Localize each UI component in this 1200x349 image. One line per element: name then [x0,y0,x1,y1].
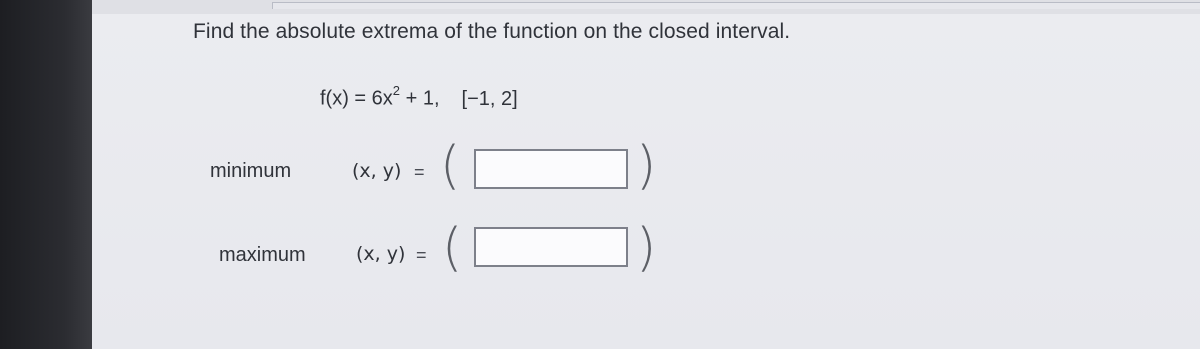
function-rhs: + 1, [400,87,440,110]
minimum-close-paren: ) [636,136,657,196]
top-strip [92,0,1200,14]
maximum-close-paren: ) [636,218,657,278]
maximum-answer-input[interactable] [476,229,626,265]
maximum-answer-box[interactable] [474,227,628,267]
minimum-answer-input[interactable] [476,151,626,187]
maximum-equals: = [416,245,427,265]
minimum-open-paren: ( [440,136,461,196]
panel-border [272,2,1200,9]
function-exponent: 2 [392,83,401,98]
minimum-equals: = [414,162,425,182]
maximum-label: maximum [219,244,306,266]
function-interval: [−1, 2] [461,87,518,110]
minimum-label: minimum [210,160,292,182]
minimum-answer-box[interactable] [474,149,628,189]
maximum-open-paren: ( [442,218,463,278]
function-lhs: f(x) = 6x [320,87,393,110]
screen-bezel [0,0,92,349]
minimum-point-label: (x, y) [352,160,402,182]
function-formula [320,85,518,111]
maximum-point-label: (x, y) [356,243,406,265]
question-text: Find the absolute extrema of the function on the closed interval. [193,20,791,43]
